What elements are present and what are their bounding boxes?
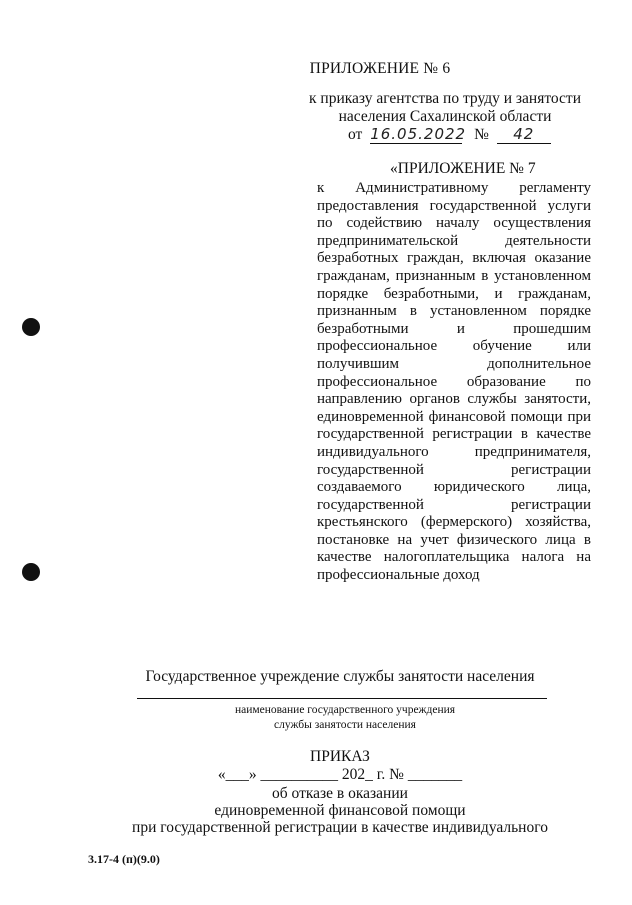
hole-punch-mark-top xyxy=(22,318,40,336)
organization-hint xyxy=(180,703,510,732)
appendix7-title: «ПРИЛОЖЕНИЕ № 7 xyxy=(390,160,536,177)
order-date-placeholder: «___» __________ 202_ г. № _______ xyxy=(217,766,463,783)
order-subject-line3: при государственной регистрации в качестве индивидуального xyxy=(132,819,548,836)
organization-hint-line1: наименование государственного учреждения xyxy=(234,704,456,716)
order-title: ПРИКАЗ xyxy=(310,748,370,765)
appendix-title: ПРИЛОЖЕНИЕ № 6 xyxy=(309,60,451,77)
number-prefix: № xyxy=(474,126,489,143)
order-date-number-row xyxy=(348,126,551,144)
organization-hint-line2: службы занятости населения xyxy=(274,718,416,731)
handwritten-date: 16.05.2022 xyxy=(370,125,467,143)
hole-punch-mark-bottom xyxy=(22,563,40,581)
date-prefix: от xyxy=(348,126,363,143)
organization-name: Государственное учреждение службы занятости населения xyxy=(145,668,535,685)
regulation-description: к Административному регламенту предоставления государственной услуги по содействию началу осуществления предпринимательской деятельности безработных граждан, включая оказание гражданам, признанным в установленном порядке безработными, и гражданам, признанным в установленном порядке безработными и прошедшим профессиональное обучение или получившим дополнительное профессиональное образование по направлению органов службы занятости, единовременной финансовой помощи при государственной регистрации в качестве индивидуального предпринимателя, государственной регистрации создаваемого юридического лица, государственной регистрации крестьянского (фермерского) хозяйства, постановке на учет физического лица в качестве налогоплательщика налога на профессиональные доход xyxy=(317,180,591,584)
order-reference: к приказу агентства по труду и занятости населения Сахалинской области xyxy=(309,90,581,125)
handwritten-number: 42 xyxy=(497,126,551,144)
order-subject-line2: единовременной финансовой помощи xyxy=(214,802,466,819)
organization-underline xyxy=(137,698,547,699)
order-subject-line1: об отказе в оказании xyxy=(272,785,408,802)
form-code: 3.17-4 (п)(9.0) xyxy=(88,852,160,866)
